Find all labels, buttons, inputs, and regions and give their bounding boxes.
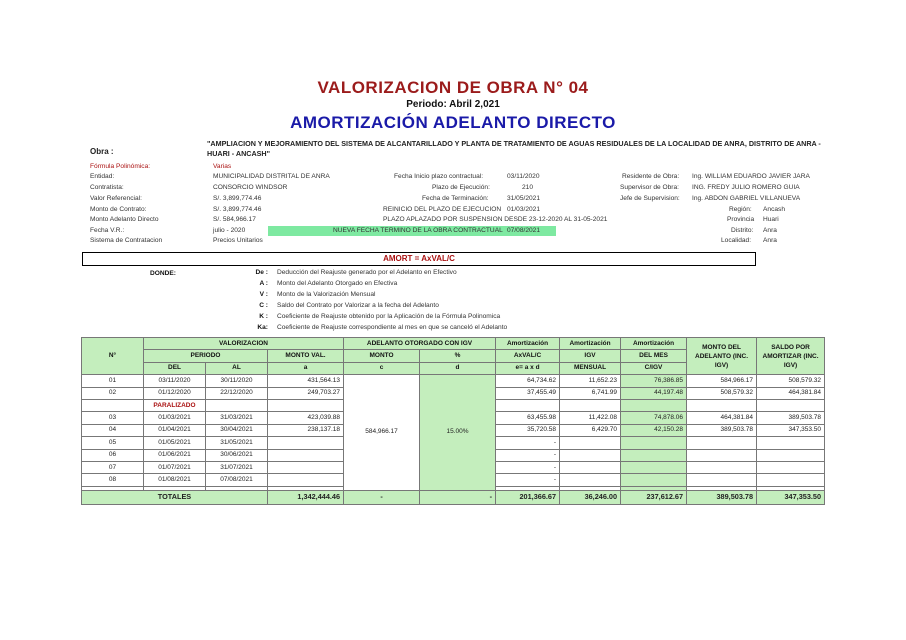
reinicio-value: 01/03/2021 — [507, 206, 541, 213]
legend-symbol: De : — [255, 269, 268, 276]
legend-desc: Coeficiente de Reajuste obtenido por la Aplicación de la Fórmula Polinomica — [277, 313, 501, 320]
row-amort-igv — [560, 437, 621, 449]
row-del: 01/08/2021 — [144, 474, 206, 486]
total-saldo: 347,353.50 — [757, 490, 825, 504]
row-amort: - — [496, 461, 560, 473]
row-al: 31/03/2021 — [206, 412, 268, 424]
row-monto-val: 431,564.13 — [268, 375, 344, 387]
distrito-value: Anra — [763, 227, 777, 234]
legend-item — [240, 302, 660, 313]
jefe-value: Ing. ABDON GABRIEL VILLANUEVA — [692, 195, 801, 202]
row-amort-mes: 76,386.85 — [621, 375, 687, 387]
row-monto-adelanto — [687, 461, 757, 473]
row-al: 07/08/2021 — [206, 474, 268, 486]
residente-label: Residente de Obra: — [622, 173, 680, 180]
row-monto-val — [268, 461, 344, 473]
row-saldo: 347,353.50 — [757, 424, 825, 436]
row-amort-mes — [621, 437, 687, 449]
row-amort-igv: 11,652.23 — [560, 375, 621, 387]
row-amort: - — [496, 474, 560, 486]
termino-value: 31/05/2021 — [507, 195, 541, 202]
totals-row — [82, 490, 825, 504]
col-amort-header: Amortización — [496, 338, 560, 350]
col-al-header: AL — [206, 362, 268, 374]
supervisor-label: Supervisor de Obra: — [620, 184, 680, 191]
inicio-label: Fecha Inicio plazo contractual: — [394, 173, 484, 180]
plazo-aplazado-note: PLAZO APLAZADO POR SUSPENSION DESDE 23-12-2020 AL 31-05-2021 — [383, 216, 608, 223]
row-del: 01/07/2021 — [144, 461, 206, 473]
row-amort-mes — [621, 474, 687, 486]
row-saldo — [757, 449, 825, 461]
jefe-label: Jefe de Supervision: — [620, 195, 680, 202]
region-value: Ancash — [763, 206, 785, 213]
row-saldo — [757, 437, 825, 449]
row-saldo — [757, 474, 825, 486]
row-monto-val — [268, 449, 344, 461]
fecha-vr-value: julio - 2020 — [213, 227, 246, 234]
row-monto-val: 249,703.27 — [268, 387, 344, 399]
region-label: Región: — [729, 206, 752, 213]
row-al: 30/04/2021 — [206, 424, 268, 436]
col-periodo-header: PERIODO — [144, 350, 268, 362]
row-del: 01/12/2020 — [144, 387, 206, 399]
sistema-value: Precios Unitarios — [213, 237, 263, 244]
row-monto-adelanto — [687, 449, 757, 461]
col-amort-igv-header: Amortización — [560, 338, 621, 350]
section-title: AMORTIZACIÓN ADELANTO DIRECTO — [290, 113, 616, 132]
reinicio-label: REINICIO DEL PLAZO DE EJECUCION — [383, 206, 502, 213]
col-amort-sub: AxVAL/C — [496, 350, 560, 362]
col-mensual-header: MENSUAL — [560, 362, 621, 374]
legend-desc: Coeficiente de Reajuste correspondiente al mes en que se canceló el Adelanto — [277, 324, 508, 331]
legend-desc: Monto de la Valorización Mensual — [277, 291, 376, 298]
legend-desc: Deducción del Reajuste generado por el Adelanto en Efectivo — [277, 269, 457, 276]
row-monto-adelanto: 584,966.17 — [687, 375, 757, 387]
sistema-label: Sistema de Contratacion — [90, 237, 163, 244]
plazo-label: Plazo de Ejecución: — [432, 184, 490, 191]
legend-symbol: Ka: — [257, 324, 268, 331]
legend-item — [240, 280, 660, 291]
row-num: 05 — [82, 437, 144, 449]
row-del: 01/03/2021 — [144, 412, 206, 424]
col-monto-header: MONTO — [344, 350, 420, 362]
row-amort-igv: 6,429.70 — [560, 424, 621, 436]
row-al: 22/12/2020 — [206, 387, 268, 399]
row-al: 30/11/2020 — [206, 375, 268, 387]
monto-adelanto-label: Monto Adelanto Directo — [90, 216, 159, 223]
provincia-value: Huari — [763, 216, 779, 223]
localidad-value: Anra — [763, 237, 777, 244]
row-amort-igv: 11,422.08 — [560, 412, 621, 424]
row-amort-mes — [621, 449, 687, 461]
valor-ref-value: S/. 3,899,774.46 — [213, 195, 262, 202]
document-title: VALORIZACION DE OBRA N° 04 — [317, 78, 589, 97]
row-num: 03 — [82, 412, 144, 424]
row-num: 04 — [82, 424, 144, 436]
row-num: 07 — [82, 461, 144, 473]
total-monto-adelanto: - — [344, 490, 420, 504]
row-al: 31/07/2021 — [206, 461, 268, 473]
row-amort-igv — [560, 449, 621, 461]
row-amort: - — [496, 437, 560, 449]
plazo-value: 210 — [522, 184, 534, 191]
legend-desc: Saldo del Contrato por Valorizar a la fecha del Adelanto — [277, 302, 439, 309]
row-amort: 64,734.62 — [496, 375, 560, 387]
col-saldo-header: SALDO POR AMORTIZAR (INC. IGV) — [757, 338, 825, 375]
col-valorizacion-header: VALORIZACION — [144, 338, 344, 350]
legend-symbol: A : — [259, 280, 268, 287]
row-amort-igv: 6,741.99 — [560, 387, 621, 399]
row-del: 01/05/2021 — [144, 437, 206, 449]
nueva-fecha-value: 07/08/2021 — [507, 227, 541, 234]
provincia-label: Provincia — [727, 216, 755, 223]
row-amort-mes: 44,197.48 — [621, 387, 687, 399]
row-num: 08 — [82, 474, 144, 486]
col-cigv-header: C/IGV — [621, 362, 687, 374]
legend-symbol: C : — [259, 302, 268, 309]
row-saldo: 389,503.78 — [757, 412, 825, 424]
col-d-header: d — [420, 362, 496, 374]
col-adelanto-header: ADELANTO OTORGADO CON IGV — [344, 338, 496, 350]
row-num: 01 — [82, 375, 144, 387]
row-amort-mes — [621, 461, 687, 473]
distrito-label: Distrito: — [731, 227, 754, 234]
total-amort: 201,366.67 — [496, 490, 560, 504]
legend-item — [240, 313, 660, 324]
monto-contrato-value: S/. 3,899,774.46 — [213, 206, 262, 213]
total-amort-igv: 36,246.00 — [560, 490, 621, 504]
row-amort: - — [496, 449, 560, 461]
legend-item — [240, 269, 660, 280]
col-del-header: DEL — [144, 362, 206, 374]
merged-monto-adelanto: 584,966.17 — [344, 375, 420, 491]
header-row — [82, 338, 825, 350]
row-monto-val: 238,137.18 — [268, 424, 344, 436]
row-amort: 63,455.98 — [496, 412, 560, 424]
row-monto-val: 423,039.88 — [268, 412, 344, 424]
total-pct: - — [420, 490, 496, 504]
col-pct-header: % — [420, 350, 496, 362]
col-monto-val-header: MONTO VAL. — [268, 350, 344, 362]
col-a-header: a — [268, 362, 344, 374]
col-num-header: N° — [82, 338, 144, 375]
paralizado-label: PARALIZADO — [144, 399, 206, 411]
row-monto-val — [268, 474, 344, 486]
legend-item — [240, 324, 660, 335]
row-del: 01/06/2021 — [144, 449, 206, 461]
contratista-label: Contratista: — [90, 184, 124, 191]
legend-symbol: V : — [259, 291, 268, 298]
row-num: 02 — [82, 387, 144, 399]
col-amort-mes-header: Amortización — [621, 338, 687, 350]
obra-label: Obra : — [90, 147, 114, 156]
row-monto-adelanto: 464,381.84 — [687, 412, 757, 424]
valor-ref-label: Valor Referencial: — [90, 195, 142, 202]
row-amort-mes: 74,878.06 — [621, 412, 687, 424]
nueva-fecha-highlight — [268, 226, 556, 236]
residente-value: Ing. WILLIAM EDUARDO JAVIER JARA — [692, 173, 810, 180]
row-amort: 35,720.58 — [496, 424, 560, 436]
monto-adelanto-value: S/. 584,966.17 — [213, 216, 256, 223]
col-amort-mes-sub: DEL MES — [621, 350, 687, 362]
legend-desc: Monto del Adelanto Otorgado en Efectiva — [277, 280, 398, 287]
row-monto-adelanto — [687, 437, 757, 449]
total-amort-mes: 237,612.67 — [621, 490, 687, 504]
row-saldo: 508,579.32 — [757, 375, 825, 387]
amortization-table — [81, 337, 825, 505]
row-amort-igv — [560, 474, 621, 486]
row-al: 30/06/2021 — [206, 449, 268, 461]
row-monto-val — [268, 437, 344, 449]
nueva-fecha-label: NUEVA FECHA TERMINO DE LA OBRA CONTRACTUAL — [333, 227, 503, 234]
row-amort-mes: 42,150.28 — [621, 424, 687, 436]
row-saldo: 464,381.84 — [757, 387, 825, 399]
col-c-header: c — [344, 362, 420, 374]
termino-label: Fecha de Terminación: — [422, 195, 489, 202]
fecha-vr-label: Fecha V.R.: — [90, 227, 125, 234]
donde-label: DONDE: — [150, 270, 177, 277]
amortization-formula: AMORT = AxVAL/C — [82, 252, 756, 266]
col-monto-adelanto-header: MONTO DEL ADELANTO (INC. IGV) — [687, 338, 757, 375]
formula-value: Varias — [213, 163, 232, 170]
merged-pct: 15.00% — [420, 375, 496, 491]
row-num: 06 — [82, 449, 144, 461]
entidad-label: Entidad: — [90, 173, 115, 180]
row-monto-adelanto: 508,579.32 — [687, 387, 757, 399]
legend-symbol: K : — [259, 313, 268, 320]
total-monto-del-adelanto: 389,503.78 — [687, 490, 757, 504]
col-amort-igv-sub: IGV — [560, 350, 621, 362]
legend-item — [240, 291, 660, 302]
row-saldo — [757, 461, 825, 473]
contratista-value: CONSORCIO WINDSOR — [213, 184, 288, 191]
row-al: 31/05/2021 — [206, 437, 268, 449]
table-row — [82, 375, 825, 387]
supervisor-value: ING. FREDY JULIO ROMERO GUIA — [692, 184, 800, 191]
row-amort: 37,455.49 — [496, 387, 560, 399]
legend-list — [240, 269, 660, 335]
inicio-value: 03/11/2020 — [507, 173, 540, 180]
col-e-header: e= a x d — [496, 362, 560, 374]
totals-label: TOTALES — [82, 490, 268, 504]
row-monto-adelanto: 389,503.78 — [687, 424, 757, 436]
localidad-label: Localidad: — [721, 237, 752, 244]
row-del: 01/04/2021 — [144, 424, 206, 436]
row-monto-adelanto — [687, 474, 757, 486]
entidad-value: MUNICIPALIDAD DISTRITAL DE ANRA — [213, 173, 330, 180]
monto-contrato-label: Monto de Contrato: — [90, 206, 147, 213]
row-amort-igv — [560, 461, 621, 473]
total-monto-val: 1,342,444.46 — [268, 490, 344, 504]
period-subtitle: Periodo: Abril 2,021 — [406, 99, 500, 110]
formula-label: Fórmula Polinómica: — [90, 163, 151, 170]
row-del: 03/11/2020 — [144, 375, 206, 387]
obra-description: "AMPLIACION Y MEJORAMIENTO DEL SISTEMA DE ALCANTARILLADO Y PLANTA DE TRATAMIENTO DE AGUAS RESIDUALES DE LA LOCALIDAD DE ANRA, DISTRITO DE ANRA - HUARI - ANCASH" — [207, 139, 821, 158]
